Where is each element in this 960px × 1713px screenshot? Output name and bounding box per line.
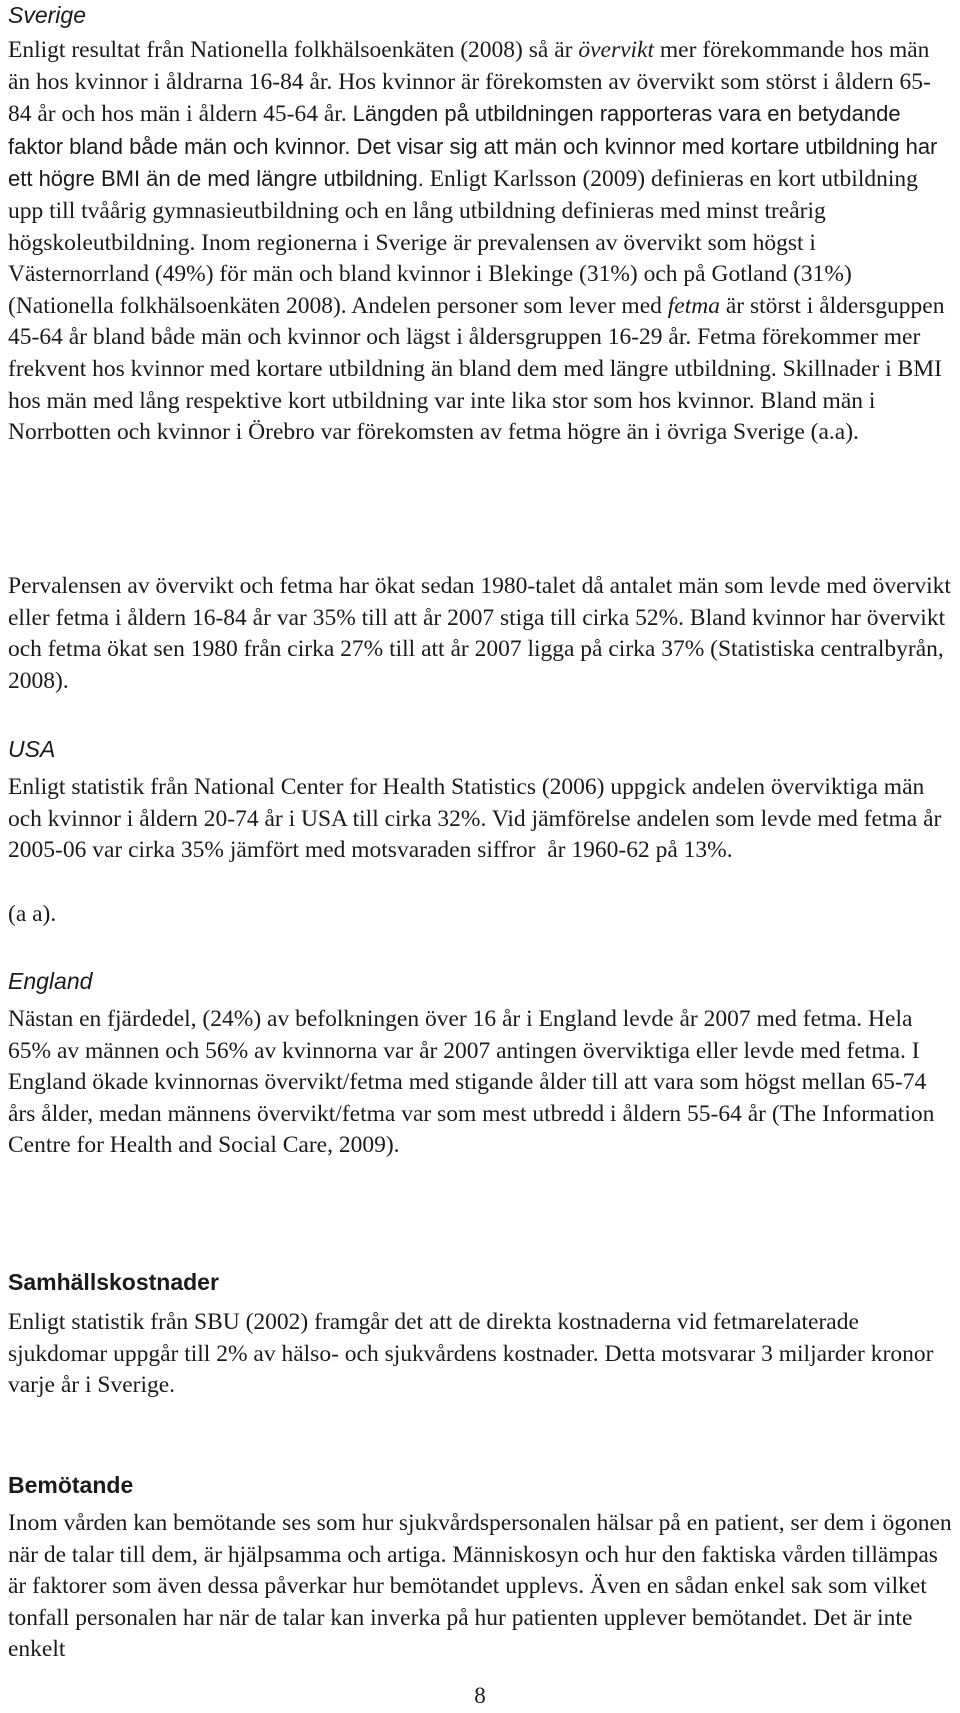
section-heading-bemotande: Bemötande: [8, 1472, 134, 1498]
text-run: Enligt Karlsson (2009) definieras en kort utbildning upp till tvåårig gymnasieutbildning och en lång utbildning definieras med minst treårig högskoleutbildning. Inom regionerna i Sverige är prevalensen av övervikt som högst i Västernorrland (49%) för män och bland kvinnor i Blekinge (31%) och på Gotland (31%) (Nationella folkhälsoenkäten 2008). Andelen personer som lever med: [8, 166, 924, 319]
term-fetma: fetma: [667, 292, 720, 319]
text-run: är störst i åldersguppen 45-64 år bland både män och kvinnor och lägst i åldersgruppen 16-29 år. Fetma förekommer mer frekvent hos kvinnor med kortare utbildning än bland dem med längre utbildning. Skillnader i BMI hos män med lång respektive kort utbildning var inte lika stor som hos kvinnor. Bland män i Norrbotten och kvinnor i Örebro var förekomsten av fetma högre än i övriga Sverige (a.a).: [8, 292, 951, 446]
page-number: 8: [474, 1683, 486, 1708]
section-heading-usa: USA: [8, 736, 56, 762]
paragraph-bemotande-1: Inom vården kan bemötande ses som hur sjukvårdspersonalen hälsar på en patient, ser dem i ögonen när de talar till dem, är hjälpsamma och artiga. Människosyn och hur den faktiska vården tillämpas är faktorer som även dessa påverkar hur bemötandet upplevs. Även en sådan enkel sak som vilket tonfall personalen har när de talar kan inverka på hur patienten upplever bemötandet. Det är inte enkelt: [8, 1510, 958, 1663]
paragraph-usa-2: (a a).: [8, 901, 57, 927]
paragraph-samhallskostnader-1: Enligt statistik från SBU (2002) framgår det att de direkta kostnaderna vid fetmarelaterade sjukdomar uppgår till 2% av hälso- och sjukvårdens kostnader. Detta motsvarar 3 miljarder kronor varje år i Sverige.: [8, 1309, 940, 1399]
section-heading-england: England: [8, 968, 93, 994]
paragraph-usa-1: Enligt statistik från National Center for Health Statistics (2006) uppgick andelen överviktiga män och kvinnor i åldern 20-74 år i USA till cirka 32%. Vid jämförelse andelen som levde med fetma år 2005-06 var cirka 35% jämfört med motsvaraden siffror år 1960-62 på 13%.: [8, 774, 948, 864]
term-overvikt: övervikt: [578, 37, 655, 63]
paragraph-sverige-2: Pervalensen av övervikt och fetma har ökat sedan 1980-talet då antalet män som levde med övervikt eller fetma i åldern 16-84 år var 35% till att år 2007 stiga till cirka 52%. Bland kvinnor har övervikt och fetma ökat sen 1980 från cirka 27% till att år 2007 ligga på cirka 37% (Statistiska centralbyrån, 2008).: [8, 573, 957, 694]
text-run: Enligt resultat från Nationella folkhälsoenkäten (2008) så är: [8, 37, 579, 63]
text-run-sans: Längden på utbildningen rapporteras vara en betydande faktor bland både män och kvinnor. Det visar sig att män och kvinnor med kortare utbildning har ett högre BMI än de med längre utbildning.: [8, 101, 944, 192]
section-heading-samhallskostnader: Samhällskostnader: [8, 1269, 219, 1295]
section-heading-sverige: Sverige: [8, 2, 86, 28]
paragraph-england-1: Nästan en fjärdedel, (24%) av befolkningen över 16 år i England levde år 2007 med fetma. Hela 65% av männen och 56% av kvinnorna var år 2007 antingen överviktiga eller levde med fetma. I England ökade kvinnornas övervikt/fetma med stigande ålder till att vara som högst mellan 65-74 års ålder, medan männens övervikt/fetma var som mest utbredd i åldern 55-64 år (The Information Centre for Health and Social Care, 2009).: [8, 1006, 941, 1159]
text-run: mer förekommande hos män än hos kvinnor i åldrarna 16-84 år. Hos kvinnor är förekomsten av övervikt som störst i åldern 65-84 år och hos män i åldern 45-64 år.: [8, 37, 936, 128]
paragraph-sverige-1: [8, 35, 953, 449]
